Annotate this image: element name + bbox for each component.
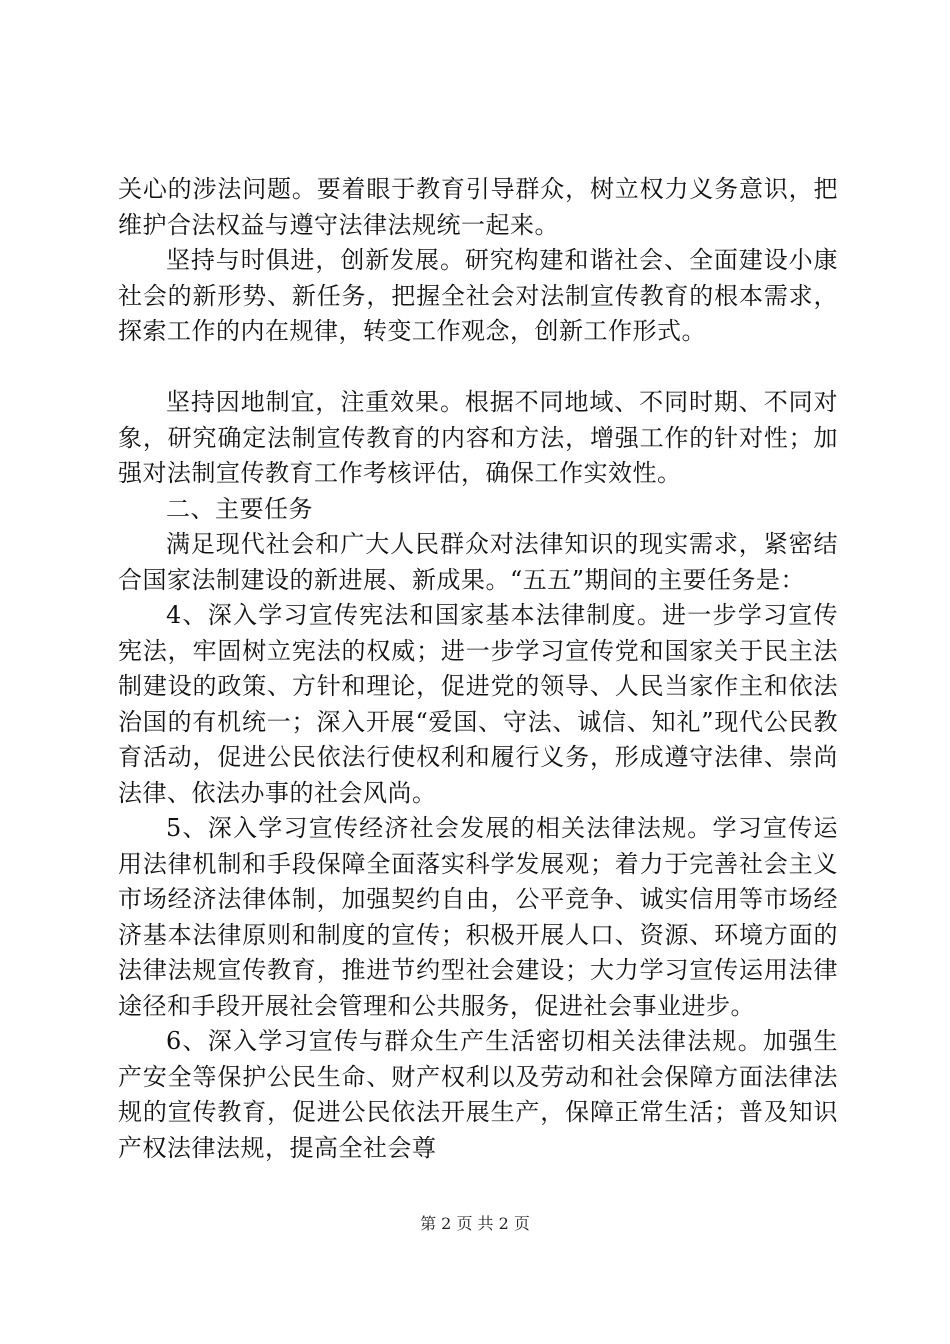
section-heading-main-tasks: 二、主要任务 <box>166 494 313 523</box>
paragraph-local-conditions: 坚持因地制宜，注重效果。根据不同地域、不同时期、不同对象，研究确定法制宣传教育的内容和方法，增强工作的针对性；加强对法制宣传教育工作考核评估，确保工作实效性。 <box>118 388 838 487</box>
blank-line <box>118 350 838 386</box>
paragraph-intro-tasks: 满足现代社会和广大人民群众对法律知识的现实需求，紧密结合国家法制建设的新进展、新成果。“五五”期间的主要任务是： <box>118 530 838 594</box>
paragraph-task-4: 4、深入学习宣传宪法和国家基本法律制度。进一步学习宣传宪法，牢固树立宪法的权威；进一步学习宣传党和国家关于民主法制建设的政策、方针和理论，促进党的领导、人民当家作主和依法治国的有机统一；深入开展“爱国、守法、诚信、知礼”现代公民教育活动，促进公民依法行使权利和履行义务，形成遵守法律、崇尚法律、依法办事的社会风尚。 <box>118 601 838 807</box>
body-text <box>118 172 838 1166</box>
page-number: 第 2 页 共 2 页 <box>420 1214 530 1233</box>
paragraph-task-5: 5、深入学习宣传经济社会发展的相关法律法规。学习宣传运用法律机制和手段保障全面落实科学发展观；着力于完善社会主义市场经济法律体制，加强契约自由，公平竞争、诚实信用等市场经济基本法律原则和制度的宣传；积极开展人口、资源、环境方面的法律法规宣传教育，推进节约型社会建设；大力学习宣传运用法律途径和手段开展社会管理和公共服务，促进社会事业进步。 <box>118 814 838 1020</box>
paragraph-continuation: 关心的涉法问题。要着眼于教育引导群众，树立权力义务意识，把维护合法权益与遵守法律法规统一起来。 <box>118 175 838 239</box>
paragraph-task-6: 6、深入学习宣传与群众生产生活密切相关法律法规。加强生产安全等保护公民生命、财产权利以及劳动和社会保障方面法律法规的宣传教育，促进公民依法开展生产，保障正常生活；普及知识产权法律法规，提高全社会尊 <box>118 1027 838 1162</box>
paragraph-keep-pace: 坚持与时俱进，创新发展。研究构建和谐社会、全面建设小康社会的新形势、新任务，把握全社会对法制宣传教育的根本需求，探索工作的内在规律，转变工作观念，创新工作形式。 <box>118 246 838 345</box>
page-footer <box>0 1213 950 1235</box>
